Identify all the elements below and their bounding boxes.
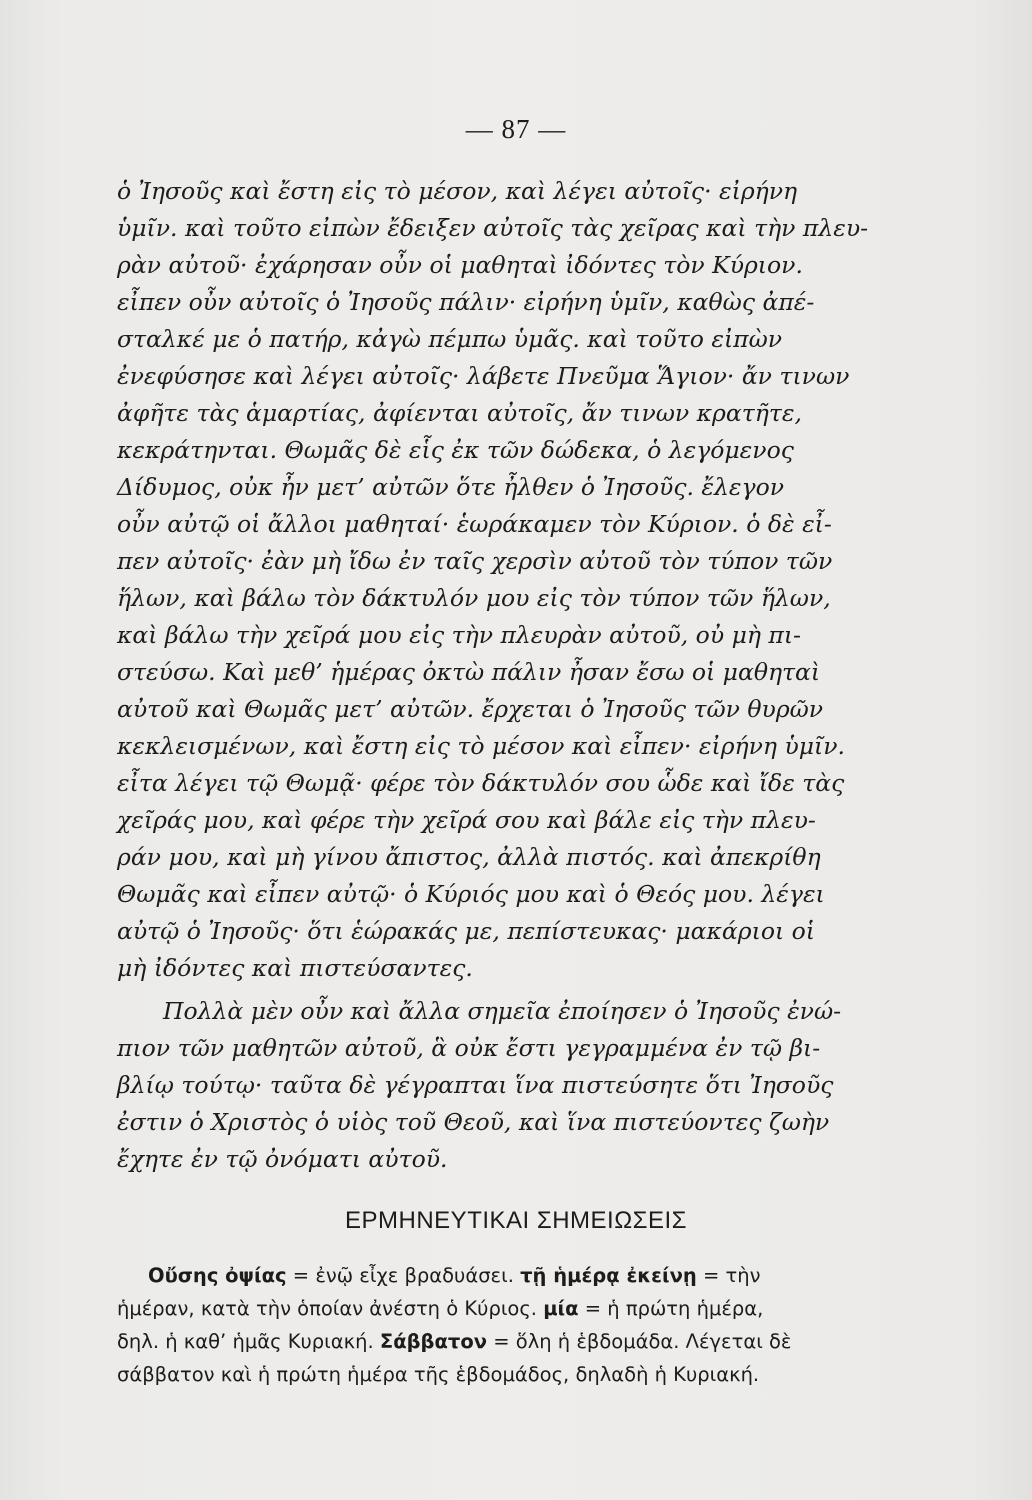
body-line: Θωμᾶς καὶ εἶπεν αὐτῷ· ὁ Κύριός μου καὶ ὁ Θεός μου. λέγει: [117, 880, 825, 908]
note-text: ἡμέραν, κατὰ τὴν ὁποίαν ἀνέστη ὁ Κύριος.: [117, 1297, 544, 1320]
note-term: Σάββατον: [379, 1330, 488, 1353]
body-line: βλίῳ τούτῳ· ταῦτα δὲ γέγραπται ἵνα πιστεύσητε ὅτι Ἰησοῦς: [117, 1071, 834, 1099]
body-line: ὑμῖν. καὶ τοῦτο εἰπὼν ἔδειξεν αὐτοῖς τὰς χεῖρας καὶ τὴν πλευ-: [117, 214, 869, 242]
body-line: πιον τῶν μαθητῶν αὐτοῦ, ἃ οὐκ ἔστι γεγραμμένα ἐν τῷ βι-: [117, 1034, 821, 1062]
page-number: — 87 —: [465, 114, 567, 144]
body-line: ὁ Ἰησοῦς καὶ ἔστη εἰς τὸ μέσον, καὶ λέγει αὐτοῖς· εἰρήνη: [117, 177, 798, 205]
body-line: ἔχητε ἐν τῷ ὀνόματι αὐτοῦ.: [117, 1145, 448, 1173]
note-definition: = ἡ πρώτη ἡμέρα,: [578, 1297, 764, 1320]
body-line: καὶ βάλω τὴν χεῖρά μου εἰς τὴν πλευρὰν αὐτοῦ, οὐ μὴ πι-: [117, 621, 802, 649]
note-definition: = ὅλη ἡ ἑβδομάδα. Λέγεται δὲ: [487, 1330, 792, 1353]
note-line: [117, 1294, 763, 1324]
body-line: ράν μου, καὶ μὴ γίνου ἄπιστος, ἀλλὰ πιστός. καὶ ἀπεκρίθη: [117, 843, 821, 871]
note-line: [148, 1261, 761, 1291]
body-line: Δίδυμος, οὐκ ἦν μετ’ αὐτῶν ὅτε ἦλθεν ὁ Ἰησοῦς. ἔλεγον: [117, 473, 785, 501]
body-line: μὴ ἰδόντες καὶ πιστεύσαντες.: [117, 954, 473, 982]
body-line: αὐτοῦ καὶ Θωμᾶς μετ’ αὐτῶν. ἔρχεται ὁ Ἰησοῦς τῶν θυρῶν: [117, 695, 824, 723]
notes-heading: ΕΡΜΗΝΕΥΤΙΚΑΙ ΣΗΜΕΙΩΣΕΙΣ: [345, 1207, 687, 1234]
body-line: ἐνεφύσησε καὶ λέγει αὐτοῖς· λάβετε Πνεῦμα Ἅγιον· ἄν τινων: [117, 362, 850, 390]
note-definition: = ἐνῷ εἶχε βραδυάσει.: [286, 1264, 521, 1287]
body-line: σταλκέ με ὁ πατήρ, κἀγὼ πέμπω ὑμᾶς. καὶ τοῦτο εἰπὼν: [117, 325, 783, 353]
body-line: ρὰν αὐτοῦ· ἐχάρησαν οὖν οἱ μαθηταὶ ἰδόντες τὸν Κύριον.: [117, 251, 803, 279]
note-definition: = τὴν: [696, 1264, 761, 1287]
body-line: κεκράτηνται. Θωμᾶς δὲ εἷς ἐκ τῶν δώδεκα, ὁ λεγόμενος: [117, 436, 794, 464]
note-term: μία: [543, 1297, 579, 1320]
body-line: κεκλεισμένων, καὶ ἔστη εἰς τὸ μέσον καὶ εἶπεν· εἰρήνη ὑμῖν.: [117, 732, 845, 760]
note-term: Οὔσης ὀψίας: [148, 1264, 287, 1287]
body-line: οὖν αὐτῷ οἱ ἄλλοι μαθηταί· ἑωράκαμεν τὸν Κύριον. ὁ δὲ εἶ-: [117, 510, 832, 538]
body-line: χεῖράς μου, καὶ φέρε τὴν χεῖρά σου καὶ βάλε εἰς τὴν πλευ-: [117, 806, 816, 834]
body-line: αὐτῷ ὁ Ἰησοῦς· ὅτι ἑώρακάς με, πεπίστευκας· μακάριοι οἱ: [117, 917, 816, 945]
note-text: δηλ. ἡ καθ’ ἡμᾶς Κυριακή.: [117, 1330, 380, 1353]
body-line: πεν αὐτοῖς· ἐὰν μὴ ἴδω ἐν ταῖς χερσὶν αὐτοῦ τὸν τύπον τῶν: [117, 547, 833, 575]
body-line: εἶτα λέγει τῷ Θωμᾷ· φέρε τὸν δάκτυλόν σου ὧδε καὶ ἴδε τὰς: [117, 769, 845, 797]
body-line: Πολλὰ μὲν οὖν καὶ ἄλλα σημεῖα ἐποίησεν ὁ Ἰησοῦς ἐνώ-: [163, 997, 842, 1025]
note-line: [117, 1327, 791, 1357]
body-line: ἐστιν ὁ Χριστὸς ὁ υἱὸς τοῦ Θεοῦ, καὶ ἵνα πιστεύοντες ζωὴν: [117, 1108, 830, 1136]
body-line: στεύσω. Καὶ μεθ’ ἡμέρας ὀκτὼ πάλιν ἦσαν ἔσω οἱ μαθηταὶ: [117, 658, 821, 686]
note-line: σάββατον καὶ ἡ πρώτη ἡμέρα τῆς ἑβδομάδος, δηλαδὴ ἡ Κυριακή.: [117, 1363, 760, 1386]
body-line: εἶπεν οὖν αὐτοῖς ὁ Ἰησοῦς πάλιν· εἰρήνη ὑμῖν, καθὼς ἀπέ-: [117, 288, 815, 316]
body-line: ἀφῆτε τὰς ἁμαρτίας, ἀφίενται αὐτοῖς, ἄν τινων κρατῆτε,: [117, 399, 802, 427]
body-line: ἥλων, καὶ βάλω τὸν δάκτυλόν μου εἰς τὸν τύπον τῶν ἥλων,: [117, 584, 831, 612]
note-term: τῇ ἡμέρᾳ ἐκείνῃ: [520, 1264, 697, 1287]
